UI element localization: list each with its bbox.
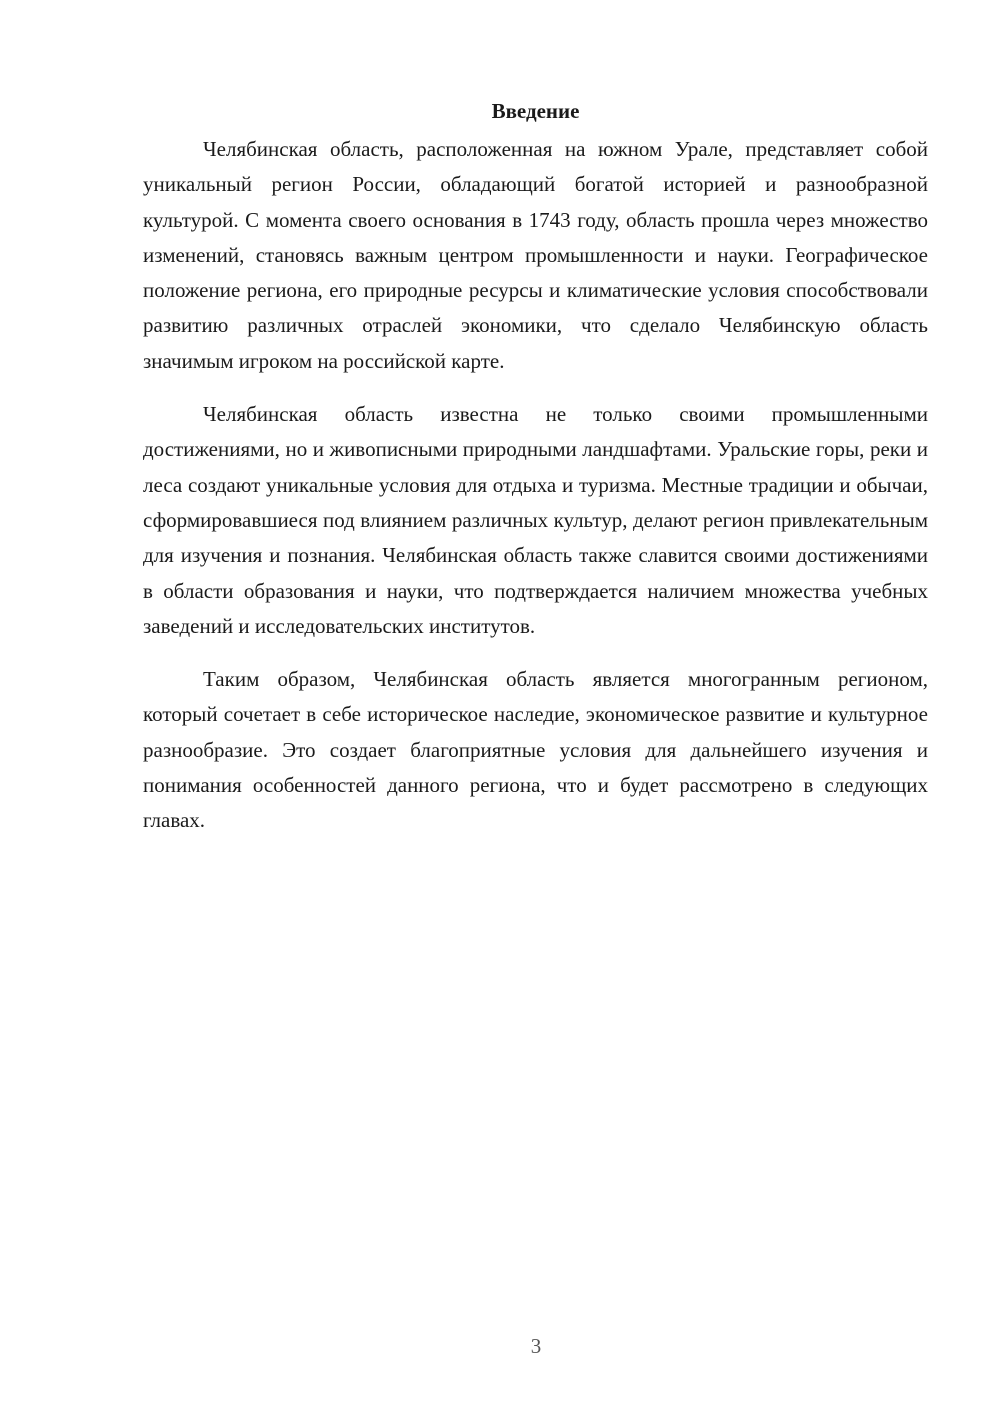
section-title: Введение xyxy=(491,99,580,123)
paragraph-2: Челябинская область известна не только своими промышленными достижениями, но и живописными природными ландшафтами. Уральские горы, реки и леса создают уникальные условия для отдыха и туризма. Местные традиции и обычаи, сформировавшиеся под влиянием различных культур, делают регион привлекательным для изучения и познания. Челябинская область также славится своими достижениями в области образования и науки, что подтверждается наличием множества учебных заведений и исследовательских институтов. xyxy=(143,402,928,638)
paragraph-1: Челябинская область, расположенная на южном Урале, представляет собой уникальный регион России, обладающий богатой историей и разнообразной культурой. С момента своего основания в 1743 году, область прошла через множество изменений, становясь важным центром промышленности и науки. Географическое положение региона, его природные ресурсы и климатические условия способствовали развитию различных отраслей экономики, что сделало Челябинскую область значимым игроком на российской карте. xyxy=(143,137,928,373)
document-body xyxy=(143,97,928,857)
page-number: 3 xyxy=(530,1334,542,1358)
paragraph-3: Таким образом, Челябинская область является многогранным регионом, который сочетает в себе историческое наследие, экономическое развитие и культурное разнообразие. Это создает благоприятные условия для дальнейшего изучения и понимания особенностей данного региона, что и будет рассмотрено в следующих главах. xyxy=(143,667,928,833)
